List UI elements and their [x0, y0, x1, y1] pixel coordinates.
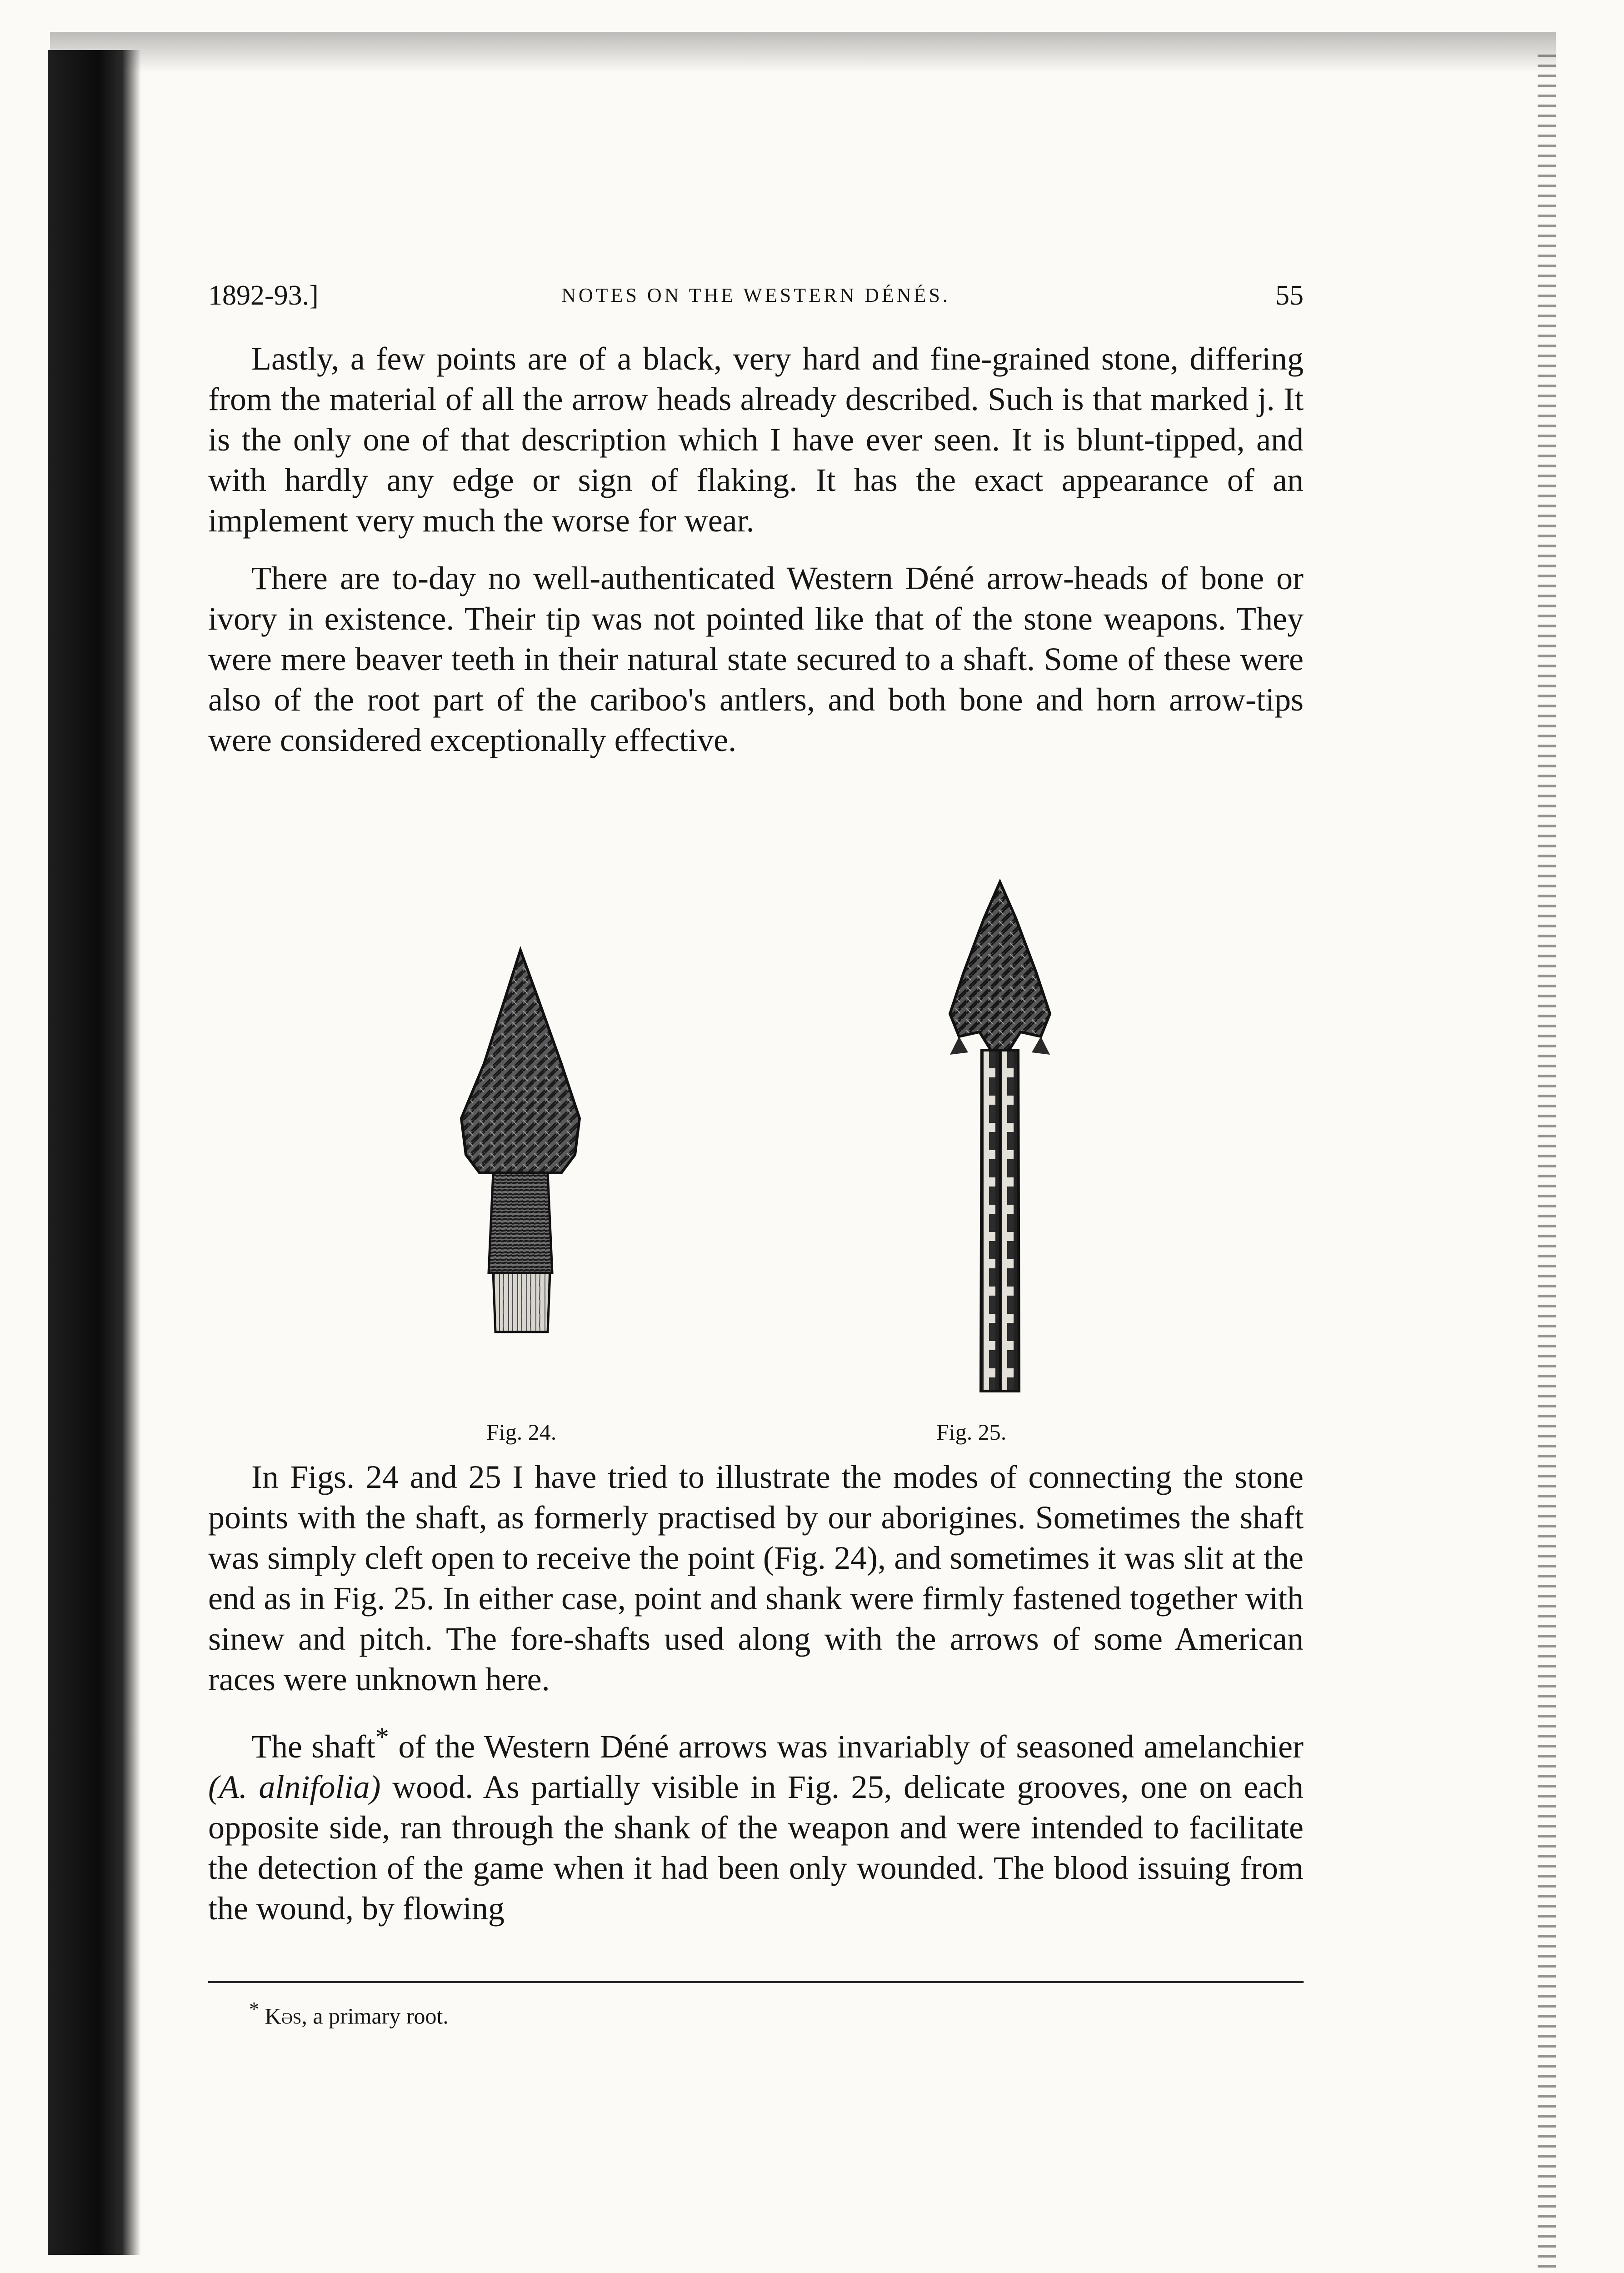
- text-block-top: [208, 339, 1304, 778]
- page-number: 55: [1275, 280, 1304, 311]
- arrowhead-cleft-shaft-drawing: [425, 946, 616, 1337]
- scan-top-edge: [50, 32, 1556, 73]
- figure-25-illustration: [923, 877, 1077, 1405]
- footnote-reference: *: [375, 1722, 389, 1752]
- paragraph-4-end: wood. As partially visible in Fig. 25, delicate grooves, one on each opposite side, ran through the shank of the weapon and were intended to facilitate the detection of the game when it had been only wounded. The blood issuing from the wound, by flowing: [208, 1769, 1304, 1927]
- scan-right-edge: [1538, 55, 1556, 2273]
- header-year: 1892-93.]: [208, 280, 319, 311]
- header-title: NOTES ON THE WESTERN DÉNÉS.: [561, 284, 950, 306]
- running-head: [208, 273, 1304, 318]
- footnote-rule: [208, 1981, 1304, 1983]
- figure-24-caption: Fig. 24.: [486, 1419, 557, 1445]
- species-name: (A. alnifolia): [208, 1769, 381, 1805]
- figure-24-illustration: [425, 946, 616, 1337]
- paragraph-4: [208, 1717, 1304, 1929]
- paragraph-1: Lastly, a few points are of a black, very hard and fine-grained stone, differing from the material of all the arrow heads already described. Such is that marked j. It is the only one of that description which I have ever seen. It is blunt-tipped, and with hardly any edge or sign of flaking. It has the exact appearance of an implement very much the worse for wear.: [208, 340, 1304, 539]
- scan-binding-edge: [48, 50, 141, 2255]
- arrowhead-slit-shaft-drawing: [923, 877, 1077, 1405]
- footnote-term: Kəs: [265, 2003, 302, 2029]
- text-block-bottom: [208, 1457, 1304, 1946]
- paragraph-4-start: The shaft: [251, 1728, 375, 1765]
- paragraph-3: In Figs. 24 and 25 I have tried to illustrate the modes of connecting the stone points with the shaft, as formerly practised by our aborigines. Sometimes the shaft was simply cleft open to receive the point (Fig. 24), and sometimes it was slit at the end as in Fig. 25. In either case, point and shank were firmly fastened together with sinew and pitch. The fore-shafts used along with the arrows of some American races were unknown here.: [208, 1459, 1304, 1697]
- footnote-mark: *: [249, 1998, 259, 2020]
- footnote: [249, 1996, 449, 2030]
- figure-25-caption: Fig. 25.: [936, 1419, 1007, 1445]
- paragraph-4-middle: of the Western Déné arrows was invariably of seasoned amelanchier: [389, 1728, 1304, 1765]
- paragraph-2: There are to-day no well-authenticated Western Déné arrow-heads of bone or ivory in existence. Their tip was not pointed like that of the stone weapons. They were mere beaver teeth in their natural state secured to a shaft. Some of these were also of the root part of the cariboo's antlers, and both bone and horn arrow-tips were considered exceptionally effective.: [208, 560, 1304, 758]
- footnote-text: , a primary root.: [301, 2003, 449, 2029]
